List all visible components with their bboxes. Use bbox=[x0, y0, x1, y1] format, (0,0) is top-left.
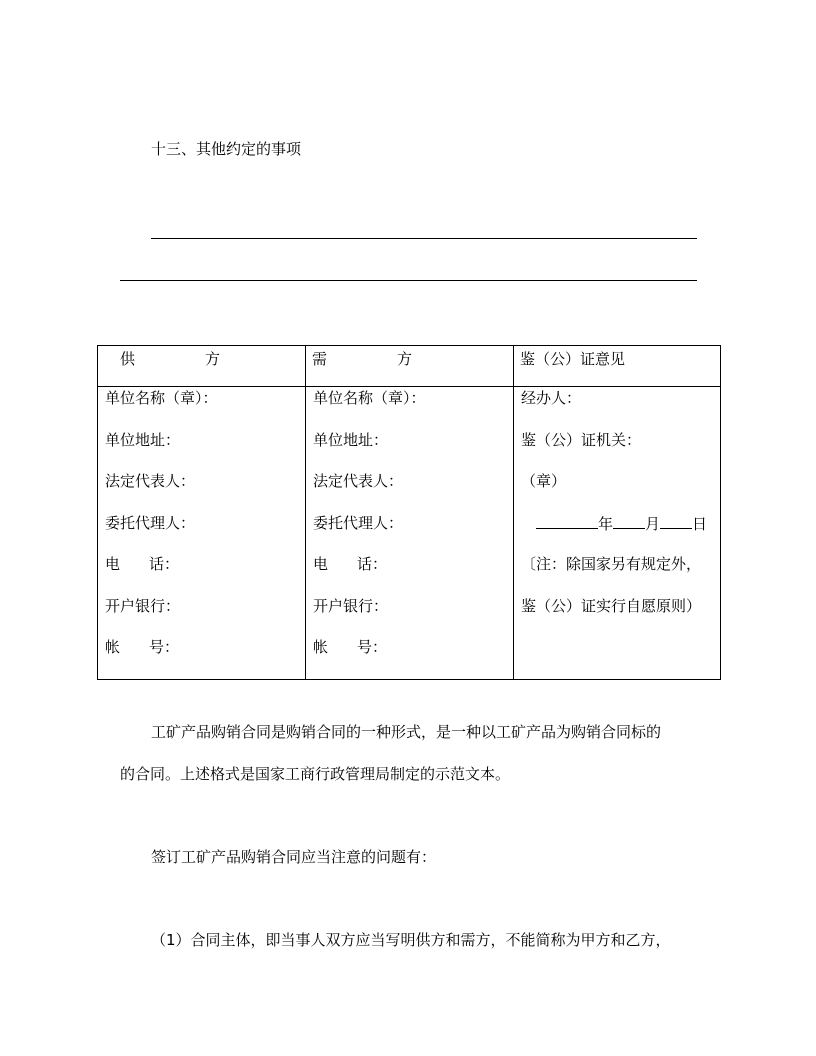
notary-authority: 鉴（公）证机关： bbox=[521, 430, 642, 449]
supplier-phone-char2: 话： bbox=[149, 555, 180, 573]
paragraph-3: （1）合同主体，即当事人双方应当写明供方和需方，不能简称为甲方和乙方， bbox=[151, 931, 671, 949]
buyer-bank: 开户银行： bbox=[313, 596, 389, 615]
section-heading: 十三、其他约定的事项 bbox=[151, 140, 302, 158]
month-label: 月 bbox=[645, 514, 661, 533]
supplier-agent: 委托代理人： bbox=[105, 513, 196, 532]
year-label: 年 bbox=[598, 514, 614, 533]
supplier-unit-name: 单位名称（章）： bbox=[105, 389, 218, 407]
buyer-unit-name: 单位名称（章）： bbox=[313, 389, 426, 407]
signature-table bbox=[97, 345, 721, 680]
year-blank bbox=[536, 512, 598, 529]
paragraph-1-line-2: 的合同。上述格式是国家工商行政管理局制定的示范文本。 bbox=[120, 765, 511, 783]
supplier-bank: 开户银行： bbox=[105, 596, 181, 615]
notary-seal: （章） bbox=[521, 472, 567, 490]
buyer-legal-rep: 法定代表人： bbox=[313, 472, 404, 490]
notary-note-2: 鉴（公）证实行自愿原则） bbox=[521, 596, 702, 615]
supplier-header bbox=[98, 346, 306, 387]
buyer-phone bbox=[306, 553, 513, 595]
supplier-header-char1: 供 bbox=[120, 350, 136, 368]
notary-header-label: 鉴（公）证意见 bbox=[520, 350, 626, 368]
day-label: 日 bbox=[692, 514, 708, 533]
supplier-phone bbox=[98, 553, 305, 595]
paragraph-1-line-1: 工矿产品购销合同是购销合同的一种形式，是一种以工矿产品为购销合同标的 bbox=[151, 723, 662, 741]
supplier-account-char2: 号： bbox=[149, 638, 180, 656]
notary-note-1: 〔注：除国家另有规定外， bbox=[521, 555, 702, 573]
notary-handler: 经办人： bbox=[521, 389, 582, 407]
notary-empty-row bbox=[514, 636, 720, 678]
buyer-account-char2: 号： bbox=[357, 638, 388, 656]
buyer-phone-char2: 话： bbox=[357, 555, 388, 573]
blank-line-1 bbox=[151, 238, 697, 239]
paragraph-2: 签订工矿产品购销合同应当注意的问题有： bbox=[151, 848, 437, 866]
supplier-legal-rep: 法定代表人： bbox=[105, 472, 196, 490]
blank-line-2 bbox=[120, 280, 697, 281]
buyer-agent: 委托代理人： bbox=[313, 513, 404, 532]
buyer-info-cell bbox=[306, 387, 514, 680]
buyer-phone-char1: 电 bbox=[313, 555, 329, 573]
supplier-address: 单位地址： bbox=[105, 430, 181, 449]
notary-date bbox=[514, 512, 720, 554]
buyer-header-char1: 需 bbox=[312, 350, 328, 368]
notary-header bbox=[514, 346, 721, 387]
supplier-account-char1: 帐 bbox=[105, 638, 121, 656]
buyer-address: 单位地址： bbox=[313, 430, 389, 449]
notary-info-cell bbox=[514, 387, 721, 680]
supplier-account bbox=[98, 636, 305, 678]
supplier-phone-char1: 电 bbox=[105, 555, 121, 573]
supplier-info-cell bbox=[98, 387, 306, 680]
month-blank bbox=[613, 512, 645, 529]
day-blank bbox=[660, 512, 692, 529]
buyer-header-char2: 方 bbox=[397, 350, 413, 368]
buyer-account-char1: 帐 bbox=[313, 638, 329, 656]
buyer-header bbox=[306, 346, 514, 387]
buyer-account bbox=[306, 636, 513, 678]
supplier-header-char2: 方 bbox=[205, 350, 221, 368]
